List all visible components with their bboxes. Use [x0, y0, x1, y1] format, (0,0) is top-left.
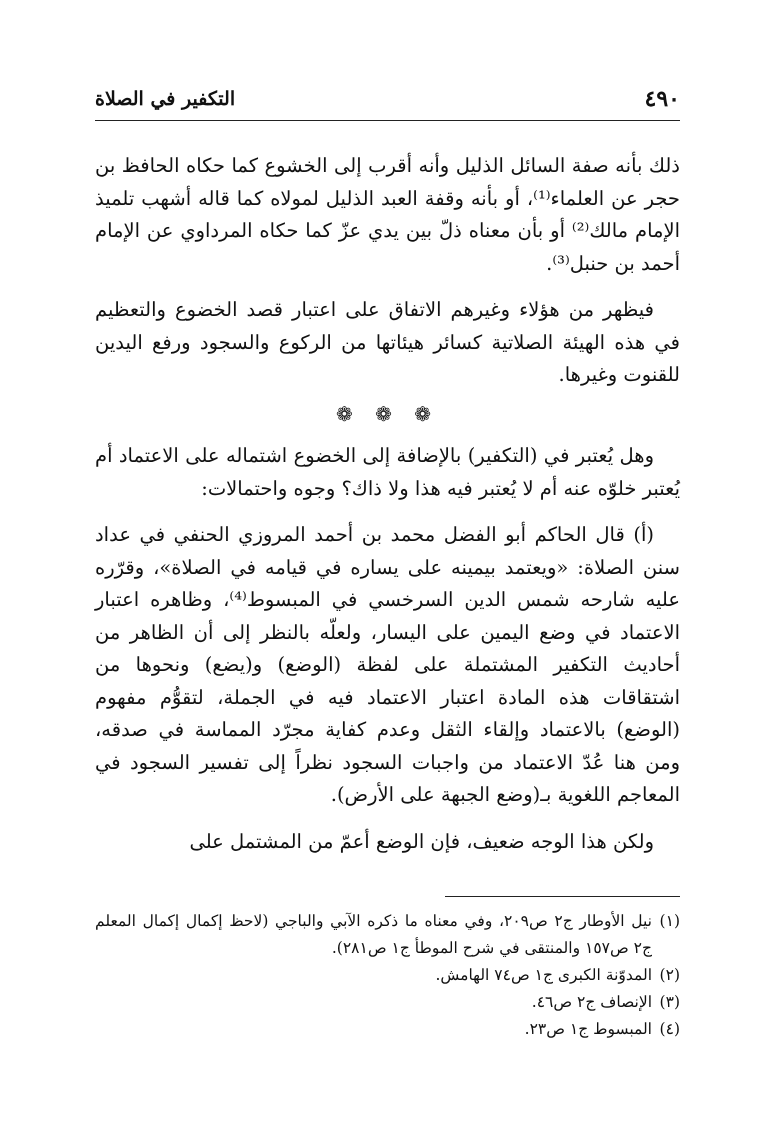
paragraph: وهل يُعتبر في (التكفير) بالإضافة إلى الخضوع اشتماله على الاعتماد أم يُعتبر خلوّه عنه أم لا يُعتبر فيه هذا ولا ذاك؟ وجوه واحتمالات:	[95, 444, 680, 500]
section-separator: ❁ ❁ ❁	[336, 401, 439, 426]
paragraph: فيظهر من هؤلاء وغيرهم الاتفاق على اعتبار قصد الخضوع والتعظيم في هذه الهيئة الصلاتية كسائر هيئاتها من الركوع والسجود ورفع اليدين للقنوت وغيرها.	[95, 298, 680, 386]
footnote-text: نيل الأوطار ج٢ ص٢٠٩، وفي معناه ما ذكره الآبي والباجي (لاحظ إكمال إكمال المعلم ج٢ ص١٥٧ والمنتقى في شرح الموطأ ج١ ص٢٨١).	[95, 912, 652, 957]
footnote	[95, 908, 680, 962]
page-body	[95, 150, 680, 858]
footnote-text: المبسوط ج١ ص٢٣.	[524, 1020, 652, 1038]
footnote-divider	[445, 896, 680, 897]
footnote	[95, 989, 680, 1016]
page-header	[95, 84, 680, 121]
footnote	[95, 1016, 680, 1043]
paragraph: (أ) قال الحاكم أبو الفضل محمد بن أحمد المروزي الحنفي في عداد سنن الصلاة: «ويعتمد بيمينه على يساره في قيامه في الصلاة»، وقرّره عليه شارحه شمس الدين السرخسي في المبسوط⁽⁴⁾، وظاهره اعتبار الاعتماد في وضع اليمين على اليسار، ولعلّه بالنظر إلى أن الظاهر من أحاديث التكفير المشتملة على لفظة (الوضع) و(يضع) ونحوها من اشتقاقات هذه المادة اعتبار الاعتماد فيه في الجملة، لتقوُّم مفهوم (الوضع) بالاعتماد وإلقاء الثقل وعدم كفاية مجرّد المماسة في صدقه، ومن هنا عُدّ الاعتماد من واجبات السجود نظراً إلى تفسير السجود في المعاجم اللغوية بـ(وضع الجبهة على الأرض).	[95, 523, 680, 806]
paragraph: ولكن هذا الوجه ضعيف، فإن الوضع أعمّ من المشتمل على	[189, 829, 654, 853]
footnote-number: (٤)	[659, 1020, 680, 1038]
footnote	[95, 962, 680, 989]
footnote-number: (١)	[659, 912, 680, 930]
footnote-number: (٢)	[659, 966, 680, 984]
footnote-text: المدوّنة الكبرى ج١ ص٧٤ الهامش.	[435, 966, 652, 984]
footnotes	[95, 908, 680, 1043]
footnote-number: (٣)	[659, 993, 680, 1011]
page-number: ٤٩٠	[644, 86, 680, 112]
paragraph: ذلك بأنه صفة السائل الذليل وأنه أقرب إلى الخشوع كما حكاه الحافظ بن حجر عن العلماء⁽¹⁾، أو بأنه وقفة العبد الذليل لمولاه كما قاله أشهب تلميذ الإمام مالك⁽²⁾ أو بأن معناه ذلّ بين يدي عزّ كما حكاه المرداوي عن الإمام أحمد بن حنبل⁽³⁾.	[95, 154, 681, 275]
footnote-text: الإنصاف ج٢ ص٤٦.	[531, 993, 652, 1011]
running-title: التكفير في الصلاة	[95, 88, 236, 110]
